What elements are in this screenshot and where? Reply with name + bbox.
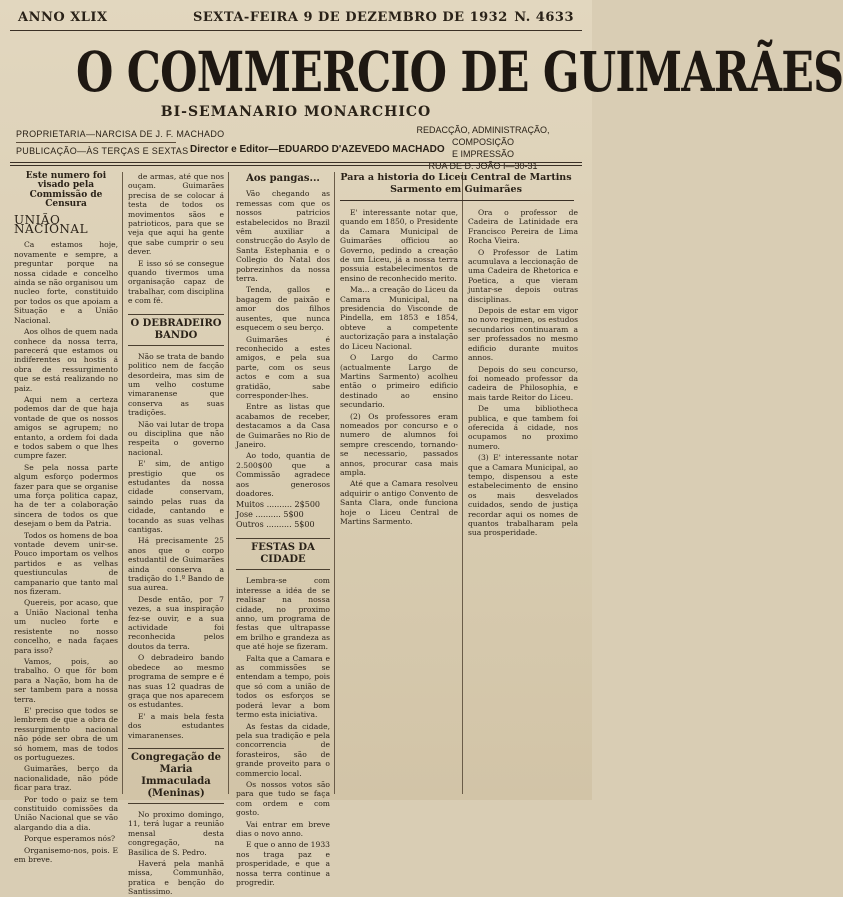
column-divider-3 [334,172,335,794]
paragraph-6: (3) E' interessante notar que a Camara Municipal, ao tempo, dispensou a este estabelecimento de ensino os mais desvelados cuidados, sendo de justiça recordar aqui os nomes de quantos trabalharam pela sua prosperidade. [468,453,578,538]
article-title-liceu: Para a historia do Liceu Central de Martins Sarmento em Guimarães [340,172,572,195]
paragraph-5: Desde então, por 7 vezes, a sua inspiração fez-se ouvir, e a sua actividade foi reconhecida pelos doutos da terra. [128,594,224,651]
article-title-congregacao: Congregação de Maria Immaculada (Meninas) [128,748,224,804]
paragraph-11: Porque esperamos nós? [24,834,116,844]
paragraph-10: Por todo o paiz se tem constituido comissões da União Nacional que se vão alargando dia a dia. [14,794,118,832]
issue-header [18,6,574,28]
article-title-debradeiro-bando: O DEBRADEIRO BANDO [128,314,224,346]
masthead-subtitle: BI-SEMANARIO MONARCHICO [160,104,432,120]
paragraph-2: Não vai lutar de tropa ou disciplina que não respeita o governo nacional. [128,419,224,457]
paragraph-1: Vão chegando as remessas com que os nossos patricios estabelecidos no Brazil vêm auxiliar a construcção do Asylo de Santa Estephania e o Collegio do Natal dos pobrezinhos da nossa terra. [236,189,330,284]
article-body-congregacao [128,810,224,897]
publication-line: PUBLICAÇÃO—ÀS TERÇAS E SEXTAS [16,146,189,156]
owner-line: PROPRIETARIA—NARCISA DE J. F. MACHADO [16,129,225,139]
donation-tally [236,500,330,530]
column-liceu-part-2 [468,208,578,794]
paragraph-4: Entre as listas que acabamos de receber, destacamos a da Casa de Guimarães no Rio de Janeiro. [236,402,330,449]
column-divider-4 [462,172,463,794]
paragraph-1: No proximo domingo, 11, terá lugar a reunião mensal desta congregação, na Basilica de S. Pedro. [128,809,224,857]
paragraph-7: E' a mais bela festa dos estudantes vimaranenses. [128,711,224,740]
censor-notice: Este numero foi visado pela Commissão de Censura [25,171,107,210]
paragraph-1: Ca estamos hoje, novamente e sempre, a preguntar porque na nossa cidade e concelho ainda se não organisou um nucleo forte, constituido por todos os que apoiam a Situação e a União Nacional. [14,240,118,325]
masthead-rule-double [10,165,582,166]
column-divider-1 [122,172,123,794]
paragraph-5: Ao todo, quantia de 2.500$00 que a Commissão agradece aos generosos doadores. [236,451,330,498]
paragraph-3: E' sim, de antigo prestigio que os estudantes da nossa cidade conservam, saindo pelas ruas da cidade, cantando e tocando as suas velhas cantigas. [128,459,224,534]
article-body-uniao-nacional [14,240,118,864]
paragraph-1: Ora o professor de Cadeira de Latinidade era Francisco Pereira de Lima Rocha Vieira. [468,208,578,246]
article-title-uniao-nacional: UNIÃO NACIONAL [14,212,89,237]
paragraph-3: O Largo do Carmo (actualmente Largo de Martins Sarmento) acolheu então o primeiro edificio destinado ao ensino secundario. [340,353,458,410]
paragraph-6: Quereis, por acaso, que a União Nacional tenha um nucleo forte e resistente no nosso concelho, e nada façaes para isso? [14,598,118,655]
article-body-festas-da-cidade [236,576,330,887]
article-body-liceu-2 [468,208,578,538]
paragraph-2: Haverá pela manhã missa, Communhão, pratica e benção do Santissimo. [128,858,224,897]
office-line-1: REDACÇÃO, ADMINISTRAÇÃO, COMPOSIÇÃO [416,125,550,147]
director-line: Director e Editor—EDUARDO D'AZEVEDO MACHADO [190,144,445,155]
paragraph-5: Até que a Camara resolveu adquirir o antigo Convento de Santa Clara, onde funciona hoje o Liceu Central de Martins Sarmento. [340,479,458,526]
header-rule [10,30,582,31]
office-line-3: RUA DE D. JOÃO I—30-31 [428,161,538,171]
article-body-aos-pangas [236,189,330,498]
paragraph-4: (2) Os professores eram nomeados por concurso e o numero de alumnos foi sempre crescendo, tornando-se necessario, passados annos, procurar casa mais ampla. [340,411,458,477]
paragraph-4: Se pela nossa parte algum esforço podermos fazer para que se organise uma força politica capaz, ha de ter a colaboração sincera de todos os que desejam o bem da Patria. [14,462,118,529]
paragraph-4: Há precisamente 25 anos que o corpo estudantil de Guimarães ainda conserva a tradição do 1.º Bando de sua aurea. [128,536,224,593]
article-body-debradeiro-bando [128,352,224,740]
paragraph-2: O Professor de Latim acumulava a leccionação de uma Cadeira de Rhetorica e Poetica, a que vieram juntar-se depois outras disciplinas. [468,247,578,304]
paragraph-9: Guimarães, berço da nacionalidade, não póde ficar para traz. [14,764,118,793]
paragraph-3: Guimarães é reconhecido a estes amigos, e pela sua parte, com os seus actos e com a sua gratidão, sabe corresponder-lhes. [236,334,330,400]
paragraph-2: Ma... a creação do Liceu da Camara Municipal, na presidencia do Visconde de Pindella, em 1853 e 1854, obteve a competente auctorização para a instalação do Liceu Nacional. [340,285,458,351]
masthead-rule [10,162,582,163]
article-body-liceu-1 [340,208,458,526]
paragraph-1: Não se trata de bando politico nem de facção desordeira, mas sim de um velho costume vimaranense que conserva as suas tradições. [128,351,224,418]
paragraph-1: de armas, até que nos ouçam. Guimarães precisa de se colocar á testa de todos os movimentos sãos e patrioticos, para que se veja que aqui ha gente que sabe cumprir o seu dever. [128,172,224,257]
paragraph-5: De uma bibliotheca publica, e que tambem foi oferecida á cidade, nos ocupamos no proximo numero. [468,404,578,451]
issue-year: ANNO XLIX [18,10,108,25]
paragraph-2: Tenda, gallos e bagagem de paixão e amor dos filhos ausentes, que nunca esquecem o seu berço. [236,285,330,333]
paragraph-3: Depois de estar em vigor no novo regimen, os estudos secundarios continuaram a ser professados no mesmo edificio durante muitos annos. [468,306,578,363]
column-liceu-part-1 [340,208,458,794]
paragraph-6: E que o anno de 1933 nos traga paz e prosperidade, e que a nossa terra continue a progredir. [236,840,330,887]
paragraph-5: Todos os homens de boa vontade devem unir-se. Pouco importam os velhos partidos e as velhas questiunculas de campanario que tanto mal nos fizeram. [14,530,118,597]
issue-date: SEXTA-FEIRA 9 DE DEZEMBRO DE 1932 [193,10,508,25]
paragraph-5: Vai entrar em breve dias o novo anno. [236,819,330,838]
tally-line-3: Outros .......... 5$00 [236,520,315,530]
column-aos-pangas [236,172,330,887]
paragraph-4: Os nossos votos são para que tudo se faça com ordem e com gosto. [236,779,330,818]
issue-number: N. 4633 [514,10,574,25]
paragraph-12: Organisemo-nos, pois. E em breve. [14,845,118,865]
column-divider-2 [228,172,229,794]
article-title-festas-da-cidade: FESTAS DA CIDADE [236,538,330,570]
paragraph-3: As festas da cidade, pela sua tradição e pela concorrencia de forasteiros, são de grande proveito para o commercio local. [236,721,330,778]
column-debradeiro [128,172,224,897]
paragraph-2: Falta que a Camara e as commissões se entendam a tempo, pois que só com a união de todos os esforços se poderá levar a bom termo esta iniciativa. [236,653,330,720]
paragraph-8: E' preciso que todos se lembrem de que a obra de ressurgimento nacional não póde ser obra de um só homem, mas de todos os portuguezes. [14,705,118,762]
tally-line-1: Muitos .......... 2$500 [236,500,321,510]
paragraph-4: Depois do seu concurso, foi nomeado professor da cadeira de Philosophia, e mais tarde Reitor do Liceu. [468,364,578,402]
paragraph-2: E isso só se consegue quando tivermos uma organisação capaz de trabalhar, com disciplina e com fé. [128,258,224,306]
tally-line-2: Jose .......... 5$00 [236,510,304,520]
liceu-title-rule [340,200,574,201]
paragraph-6: O debradeiro bando obedece ao mesmo programa de sempre e é nas suas 12 quadras de graça que nos aparecem os estudantes. [128,653,224,710]
paragraph-7: Vamos, pois, ao trabalho. O que fôr bom para a Nação, bom ha de ser tambem para a nossa terra. [14,656,118,704]
paragraph-1: Lembra-se com interesse a idéa de se realisar na nossa cidade, no proximo anno, um programa de festas que ultrapasse em brilho e grandeza as que até hoje se fizeram. [236,576,330,652]
article-title-aos-pangas: Aos pangas... [246,173,320,184]
article-continuation [128,172,224,306]
masthead-title: O COMMERCIO DE GUIMARÃES [76,39,843,104]
paragraph-3: Aqui nem a certeza podemos dar de que haja vontade de que os nossos amigos se agrupem; no entanto, a ordem foi dada e todos sabem o que lhes cumpre fazer. [14,394,118,461]
office-line-2: E IMPRESSÃO [451,149,514,159]
column-union-nacional [14,171,118,865]
paragraph-2: Aos olhos de quem nada conhece da nossa terra, parecerá que estamos ou indiferentes ou hostis á obra de ressurgimento que se está realizando no paiz. [14,327,118,393]
paragraph-1: E' interessante notar que, quando em 1850, o Presidente da Camara Municipal de Guimarães officiou ao Governo, pedindo a creação de um Liceu, já a nossa terra possuia estabelecimentos de ensino de reconhecido merito. [340,208,458,283]
